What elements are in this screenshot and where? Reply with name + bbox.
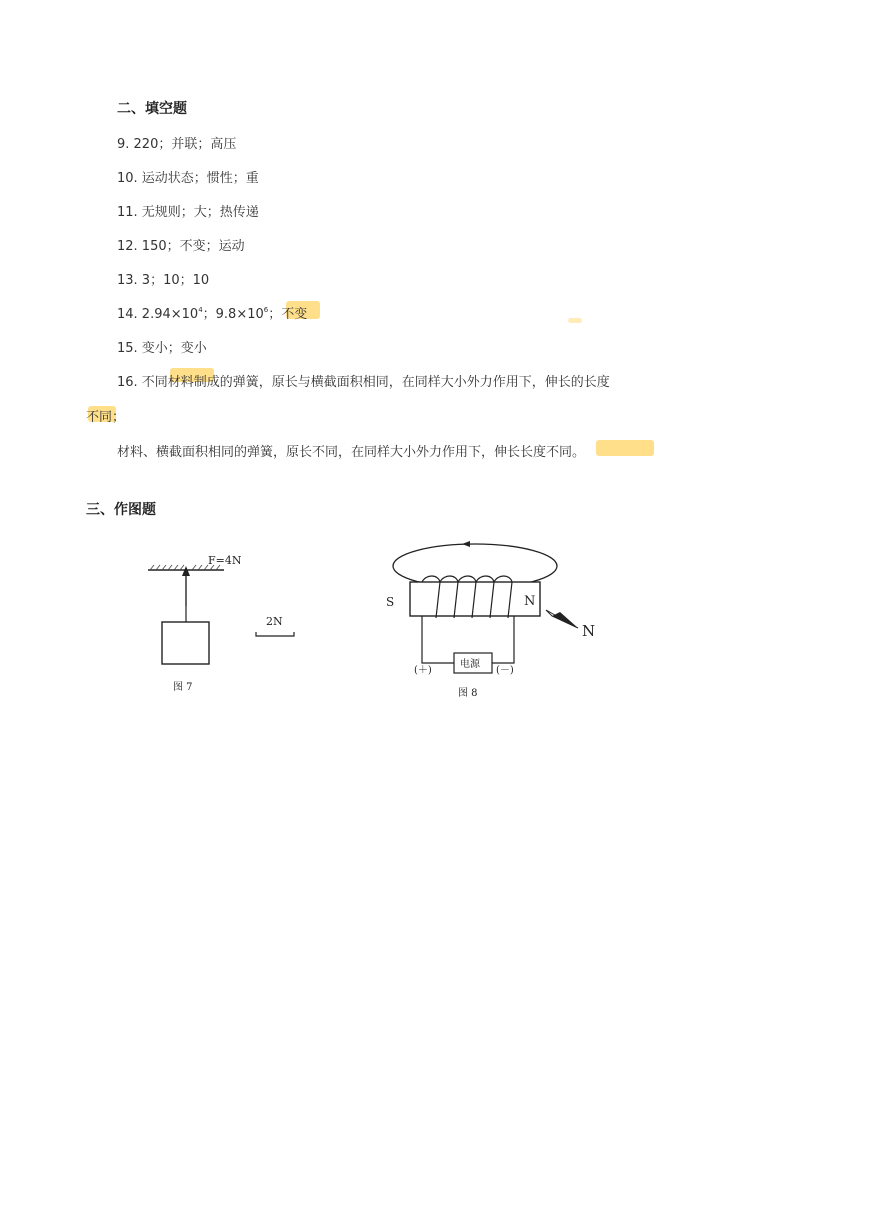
wire-right — [492, 616, 514, 663]
scale-marker — [250, 612, 310, 642]
field-arrow — [462, 541, 470, 547]
wire-left — [422, 616, 454, 663]
section-heading: 二、填空题 — [117, 101, 187, 117]
answer-text: ；不变 — [268, 307, 308, 322]
answer-line: 9. 220；并联；高压 — [117, 137, 237, 152]
scale-label: 2N — [266, 615, 283, 628]
answer-line: 材料、横截面积相同的弹簧，原长不同，在同样大小外力作用下，伸长长度不同。 — [117, 445, 586, 460]
answer-text: ；9.8×10 — [202, 307, 264, 322]
pole-s-label: S — [386, 595, 395, 609]
figure-8 — [380, 536, 610, 706]
answer-line: 15. 变小；变小 — [117, 341, 207, 356]
power-label: 电源 — [460, 659, 480, 670]
highlight-mark — [596, 440, 654, 456]
answer-text: 14. 2.94×10 — [117, 307, 199, 322]
section-heading: 三、作图题 — [86, 502, 156, 518]
needle-n-label: N — [582, 622, 596, 640]
pole-n-label: N — [524, 594, 536, 609]
figure-caption: 图 7 — [173, 682, 193, 693]
answer-line: 不同； — [86, 410, 126, 425]
answer-line-14 — [117, 303, 307, 322]
answer-line: 11. 无规则；大；热传递 — [117, 205, 259, 220]
answer-line: 16. 不同材料制成的弹簧，原长与横截面积相同，在同样大小外力作用下，伸长的长度 — [117, 375, 610, 390]
arrow-head — [182, 566, 190, 576]
exponent: 6 — [263, 306, 269, 314]
figure-caption: 图 8 — [458, 688, 478, 699]
exponent: 4 — [198, 306, 203, 314]
plus-label: (＋) — [414, 665, 432, 676]
block — [162, 622, 209, 664]
answer-line: 13. 3；10；10 — [117, 273, 210, 288]
minus-label: (－) — [496, 665, 514, 676]
force-label: F=4N — [208, 554, 242, 567]
compass-needle-tip — [552, 612, 578, 628]
answer-line: 10. 运动状态；惯性；重 — [117, 171, 259, 186]
highlight-mark — [568, 318, 582, 323]
answer-line: 12. 150；不变；运动 — [117, 239, 245, 254]
